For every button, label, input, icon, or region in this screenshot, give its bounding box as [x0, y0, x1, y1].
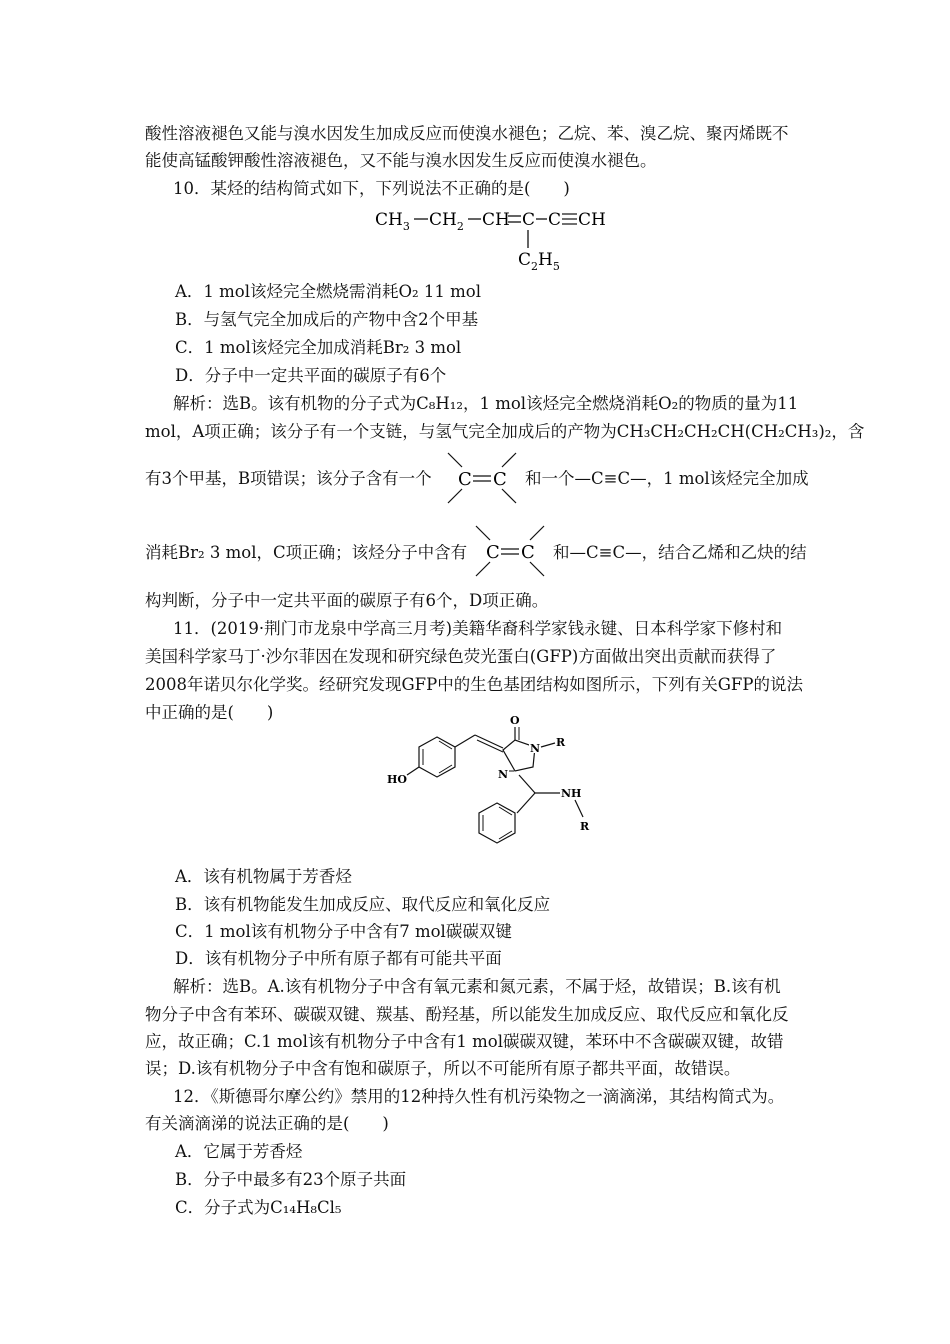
- ch-label: CH: [482, 210, 510, 230]
- q10-option-d: D．分子中一定共平面的碳原子有6个: [175, 366, 447, 385]
- q11-analysis-line-2: 物分子中含有苯环、碳碳双键、羰基、酚羟基，所以能发生加成反应、取代反应和氧化反: [145, 1005, 789, 1024]
- q11-analysis-line-3: 应，故正确；C.1 mol该有机物分子中含有1 mol碳碳双键，苯环中不含碳碳双键，故错: [145, 1032, 784, 1051]
- o-label: O: [510, 714, 520, 727]
- q12-option-c: C．分子式为C₁₄H₈Cl₅: [175, 1198, 342, 1217]
- q11-option-b: B．该有机物能发生加成反应、取代反应和氧化反应: [175, 895, 551, 914]
- q11-stem-line-2: 美国科学家马丁·沙尔菲因在发现和研究绿色荧光蛋白(GFP)方面做出突出贡献而获得了: [145, 647, 777, 666]
- q11-stem-line-4: 中正确的是( ): [145, 703, 274, 722]
- q10-analysis-line-5: 构判断，分子中一定共平面的碳原子有6个，D项正确。: [145, 591, 549, 610]
- q12-stem-line-2: 有关滴滴涕的说法正确的是( ): [145, 1114, 389, 1133]
- nh-label: NH: [561, 787, 582, 800]
- svg-text:C2H5: $C_2H_5$: [518, 250, 560, 273]
- c-label: C: [522, 210, 536, 230]
- ch2-label: CH: [429, 210, 457, 230]
- cc-double-bond-figure-1: [442, 449, 522, 507]
- gfp-chromophore-structure: [385, 714, 615, 860]
- q10-analysis-line-4a: 消耗Br₂ 3 mol，C项正确；该烃分子中含有: [145, 543, 468, 562]
- q10-analysis-line-4b: 和—C≡C—，结合乙烯和乙炔的结: [553, 543, 807, 562]
- intro-line-1: 酸性溶液褪色又能与溴水因发生加成反应而使溴水褪色；乙烷、苯、溴乙烷、聚丙烯既不: [145, 124, 789, 143]
- q11-option-a: A．该有机物属于芳香烃: [175, 867, 352, 886]
- ho-label: HO: [387, 773, 407, 786]
- svg-text:C: C: [493, 469, 507, 490]
- n1-label: N: [530, 742, 541, 755]
- q11-stem-line-3: 2008年诺贝尔化学奖。经研究发现GFP中的生色基团结构如图所示，下列有关GFP的说法: [145, 675, 803, 694]
- ch-end-label: CH: [578, 210, 606, 230]
- q10-option-a: A．1 mol该烃完全燃烧需消耗O₂ 11 mol: [175, 282, 481, 301]
- svg-text:CH2: $CH_2$: [429, 210, 464, 233]
- svg-text:CH3: $CH_3$: [375, 210, 410, 233]
- q12-option-b: B．分子中最多有23个原子共面: [175, 1170, 407, 1189]
- q10-stem: 10．某烃的结构简式如下，下列说法不正确的是( ): [173, 179, 570, 198]
- q10-structural-formula: [365, 200, 615, 275]
- q11-option-c: C．1 mol该有机物分子中含有7 mol碳碳双键: [175, 922, 512, 941]
- q10-option-b: B．与氢气完全加成后的产物中含2个甲基: [175, 310, 479, 329]
- svg-text:C: C: [486, 542, 500, 563]
- r1-label: R: [556, 736, 566, 749]
- q11-analysis-line-1: 解析：选B。A.该有机物分子中含有氧元素和氮元素，不属于烃，故错误；B.该有机: [173, 977, 781, 996]
- ethyl-branch: C: [518, 250, 532, 270]
- n2-label: N: [498, 768, 509, 781]
- q10-analysis-line-3a: 有3个甲基，B项错误；该分子含有一个: [145, 469, 432, 488]
- q10-analysis-line-2: mol，A项正确；该分子有一个支链，与氢气完全加成后的产物为CH₃CH₂CH₂CH(CH₂CH₃)₂，含: [145, 422, 865, 441]
- r2-label: R: [580, 820, 590, 833]
- cc-double-bond-figure-2: [470, 522, 550, 580]
- q12-option-a: A．它属于芳香烃: [175, 1142, 303, 1161]
- q11-analysis-line-4: 误；D.该有机物分子中含有饱和碳原子，所以不可能所有原子都共平面，故错误。: [145, 1059, 741, 1078]
- q10-option-c: C．1 mol该烃完全加成消耗Br₂ 3 mol: [175, 338, 462, 357]
- q11-option-d: D．该有机物分子中所有原子都有可能共平面: [175, 949, 502, 968]
- q10-analysis-line-1: 解析：选B。该有机物的分子式为C₈H₁₂，1 mol该烃完全燃烧消耗O₂的物质的量为11: [173, 394, 799, 413]
- intro-line-2: 能使高锰酸钾酸性溶液褪色，又不能与溴水因发生反应而使溴水褪色。: [145, 151, 657, 170]
- q10-analysis-line-3b: 和一个—C≡C—，1 mol该烃完全加成: [525, 469, 809, 488]
- ch3-label: CH: [375, 210, 403, 230]
- q12-stem-line-1: 12．《斯德哥尔摩公约》禁用的12种持久性有机污染物之一滴滴涕，其结构简式为。: [173, 1087, 785, 1106]
- svg-text:C: C: [458, 469, 472, 490]
- q11-stem-line-1: 11．(2019·荆门市龙泉中学高三月考)美籍华裔科学家钱永键、日本科学家下修村和: [173, 619, 783, 638]
- svg-text:C: C: [521, 542, 535, 563]
- c-triple-label: C: [548, 210, 562, 230]
